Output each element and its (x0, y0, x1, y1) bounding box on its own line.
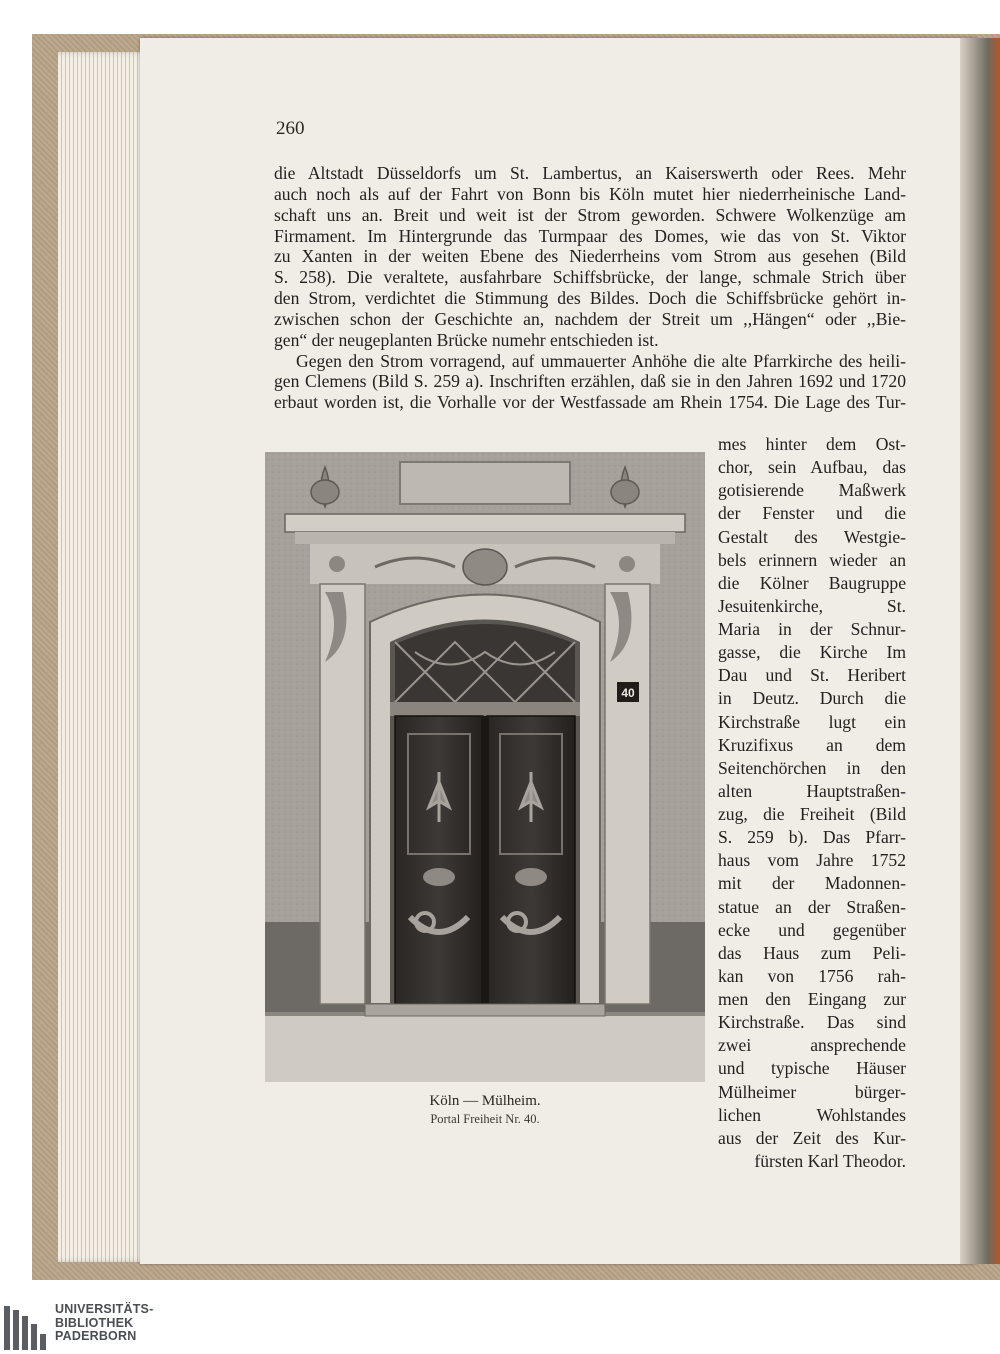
text-line: zug, die Freiheit (Bild (718, 804, 906, 824)
text-line: gen Clemens (Bild S. 259 a). Inschriften erzählen, daß sie in den Jahren 1692 und 1720 (274, 371, 906, 392)
text-line: das Haus zum Peli- (718, 942, 906, 963)
text-line: gotisierende Maßwerk (718, 480, 906, 501)
text-line: statue an der Straßen- (718, 896, 906, 917)
portal-photograph (265, 452, 705, 1082)
text-line: auch noch als auf der Fahrt von Bonn bis Köln mutet hier niederrheinische Land- (274, 183, 906, 204)
library-line: UNIVERSITÄTS- (55, 1302, 154, 1316)
text-line: die Kölner Baugruppe (718, 572, 906, 593)
page-edges (58, 52, 148, 1262)
text-line: Dau und St. Heribert (718, 665, 906, 686)
text-line: haus vom Jahre 1752 (718, 850, 906, 871)
text-line: und typische Häuser (718, 1058, 906, 1079)
library-line: PADERBORN (55, 1329, 137, 1343)
university-library-logo-icon (4, 1306, 48, 1350)
text-line: Gestalt des Westgie- (718, 526, 906, 547)
text-line: alten Hauptstraßen- (718, 780, 906, 801)
text-line: in Deutz. Durch die (718, 688, 906, 709)
side-text-column (718, 433, 906, 1173)
text-line: Mülheimer bürger- (718, 1081, 906, 1102)
page-number: 260 (276, 118, 305, 139)
text-line: Maria in der Schnur- (718, 619, 906, 639)
figure-caption-title: Köln — Mülheim. (429, 1093, 541, 1109)
text-line: Gegen den Strom vorragend, auf ummauerter Anhöhe die alte Pfarrkirche des heili- (296, 350, 906, 371)
text-line: Firmament. Im Hintergrunde das Turmpaar des Domes, wie das von St. Viktor (274, 225, 906, 246)
text-line: Kirchstraße. Das sind (718, 1012, 906, 1033)
text-line: men den Eingang zur (718, 989, 906, 1009)
text-line: mes hinter dem Ost- (718, 434, 906, 454)
university-library-name (55, 1303, 153, 1344)
text-line: bels erinnern wieder an (718, 549, 906, 570)
text-line: Kruzifixus an dem (718, 734, 906, 755)
text-line: der Fenster und die (718, 503, 906, 524)
text-line: chor, sein Aufbau, das (718, 457, 906, 478)
house-number: 40 (621, 686, 635, 700)
text-line: S. 258). Die veraltete, ausfahrbare Schiffsbrücke, der lange, schmale Strich über (274, 267, 906, 288)
text-line: ecke und gegenüber (718, 919, 906, 940)
text-line last: fürsten Karl Theodor. (754, 1150, 906, 1171)
text-line: Jesuitenkirche, St. (718, 595, 906, 616)
text-line: gasse, die Kirche Im (718, 642, 906, 663)
text-line: zu Xanten in der weiten Ebene des Niederrheins vom Strom aus gesehen (Bild (274, 246, 906, 267)
text-line: schaft uns an. Breit und weit ist der Strom geworden. Schwere Wolkenzüge am (274, 204, 906, 225)
body-text (274, 163, 906, 413)
text-line: zwischen schon der Geschichte an, nachdem der Streit um ,,Hängen“ oder ,,Bie- (274, 308, 906, 329)
text-line: den Strom, verdichtet die Stimmung des Bildes. Doch die Schiffsbrücke gehört in- (274, 288, 906, 309)
figure-caption-subtitle: Portal Freiheit Nr. 40. (430, 1112, 540, 1126)
text-line: zwei ansprechende (718, 1035, 906, 1056)
text-line: die Altstadt Düsseldorfs um St. Lambertus, an Kaiserswerth oder Rees. Mehr (274, 163, 906, 183)
book-gutter (960, 38, 1000, 1264)
text-line: lichen Wohlstandes (718, 1104, 906, 1125)
text-line: gen“ der neugeplanten Brücke numehr entschieden ist. (274, 329, 659, 350)
text-line: Seitenchörchen in den (718, 757, 906, 778)
text-line: S. 259 b). Das Pfarr- (718, 827, 906, 848)
text-line: mit der Madonnen- (718, 873, 906, 894)
text-line: Kirchstraße lugt ein (718, 711, 906, 732)
text-line: aus der Zeit des Kur- (718, 1127, 906, 1148)
library-line: BIBLIOTHEK (55, 1315, 134, 1330)
text-line: erbaut worden ist, die Vorhalle vor der Westfassade am Rhein 1754. Die Lage des Tur- (274, 392, 906, 413)
text-line: kan von 1756 rah- (718, 965, 906, 986)
